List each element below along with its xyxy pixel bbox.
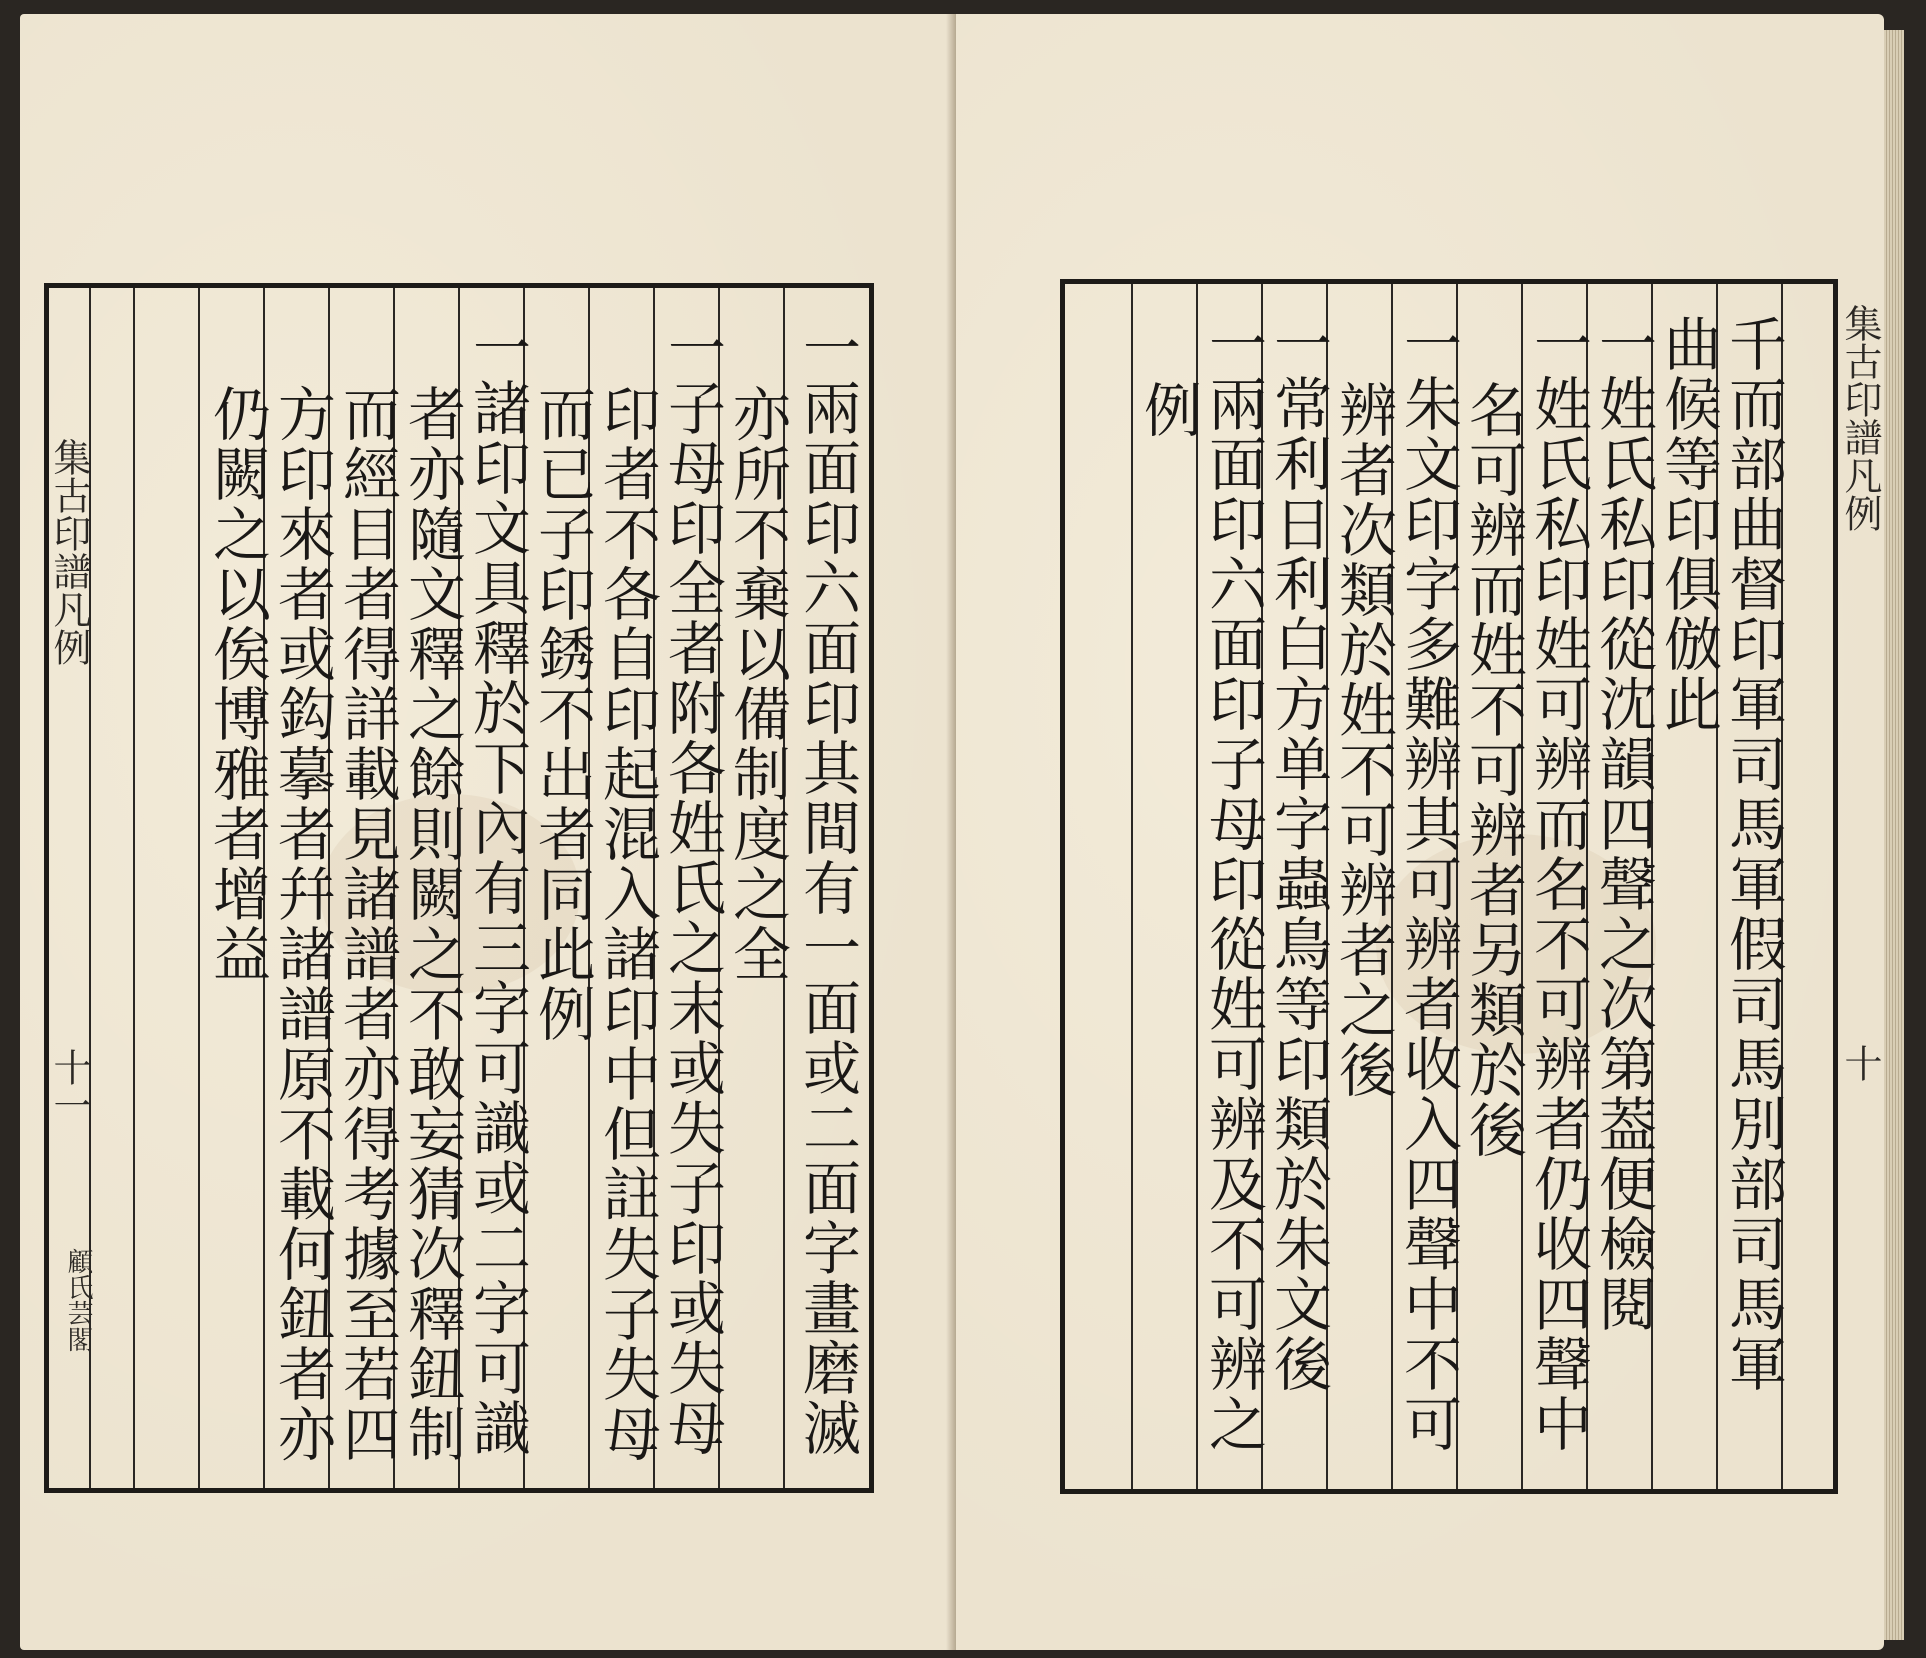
text-column: 仍闕之以俟博雅者增益 xyxy=(203,384,271,984)
text-column: 一姓氏私印從沈韻四聲之次第葢便檢閱 xyxy=(1589,314,1657,1334)
text-column: 一常利日利白方单字蟲鳥等印類於朱文後 xyxy=(1264,314,1332,1394)
text-column: 印者不各自印起混入諸印中但註失子失母 xyxy=(593,384,661,1464)
text-column: 一兩面印六面印其間有一面或二面字畫磨滅 xyxy=(793,318,861,1458)
text-column: 辨者次類於姓不可辨者之後 xyxy=(1329,380,1397,1100)
margin-title: 集古印譜凡例 xyxy=(47,438,91,666)
text-column: 千而部曲督印軍司馬軍假司馬別部司馬軍 xyxy=(1719,314,1787,1394)
column-rule xyxy=(133,288,135,1488)
text-column: 名可辨而姓不可辨者另類於後 xyxy=(1459,380,1527,1160)
text-column: 亦所不棄以備制度之全 xyxy=(723,384,791,984)
column-rule xyxy=(1131,284,1133,1489)
text-column: 而經目者得詳載見諸譜者亦得考據至若四 xyxy=(333,384,401,1464)
page-edge xyxy=(1884,30,1904,1640)
right-page xyxy=(956,14,1884,1650)
text-column: 一諸印文具釋於下內有三字可識或二字可識 xyxy=(463,318,531,1458)
left-text-frame xyxy=(44,283,874,1493)
left-page xyxy=(20,14,956,1650)
text-column: 例 xyxy=(1134,380,1202,440)
folio-number: 十 xyxy=(1838,1044,1882,1082)
publisher-mark: 顧氏芸閣 xyxy=(63,1248,93,1352)
text-column: 者亦隨文釋之餘則闕之不敢妄猜次釋鈕制 xyxy=(398,384,466,1464)
text-column: 而已子印銹不出者同此例 xyxy=(528,384,596,1044)
column-rule xyxy=(1196,284,1198,1489)
text-column: 曲候等印俱倣此 xyxy=(1654,314,1722,734)
right-text-frame xyxy=(1060,279,1838,1494)
text-column: 一兩面印六面印子母印從姓可辨及不可辨之 xyxy=(1199,314,1267,1454)
folio-number: 十一 xyxy=(47,1048,91,1124)
text-column: 一子母印全者附各姓氏之末或失子印或失母 xyxy=(658,318,726,1458)
column-rule xyxy=(198,288,200,1488)
text-column: 一朱文印字多難辨其可辨者收入四聲中不可 xyxy=(1394,314,1462,1454)
text-column: 一姓氏私印姓可辨而名不可辨者仍收四聲中 xyxy=(1524,314,1592,1454)
text-column: 方印來者或鈎摹者幷諸譜原不載何鈕者亦 xyxy=(268,384,336,1464)
margin-title: 集古印譜凡例 xyxy=(1838,304,1882,532)
